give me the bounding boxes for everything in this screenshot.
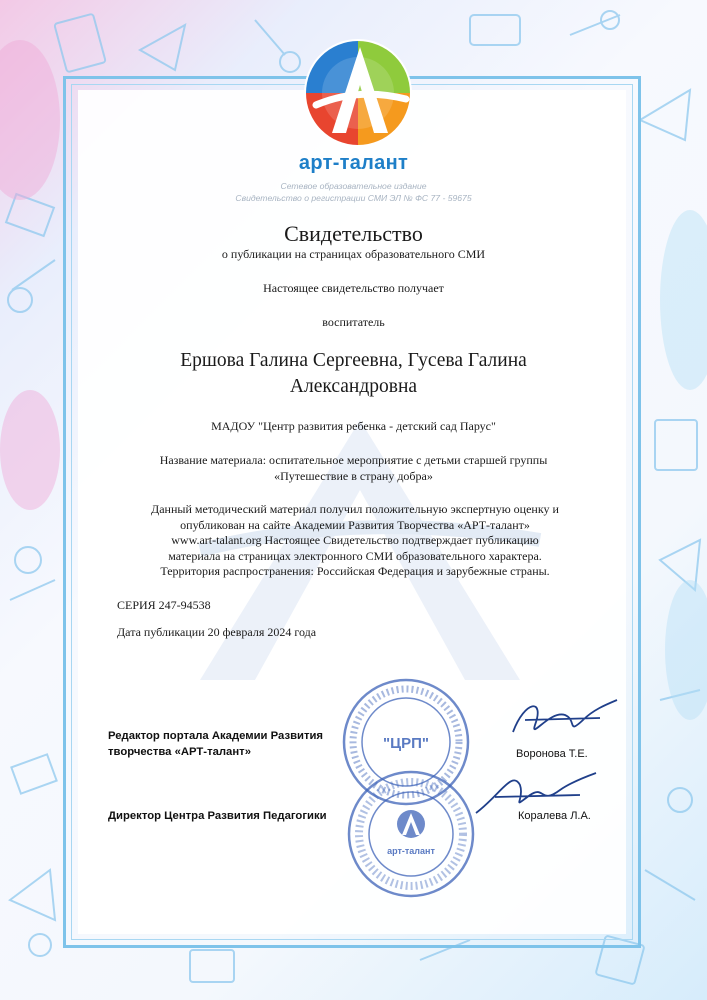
material-title-line-1: Название материала: оспитательное мероприятие с детьми старшей группы: [159, 453, 548, 467]
recipient-name-line-2: Александровна: [289, 376, 418, 397]
editor-name: Воронова Т.Е.: [516, 748, 588, 760]
description-line: Данный методический материал получил положительную экспертную оценку и: [151, 502, 559, 516]
recipient-name-line-1: Ершова Галина Сергеевна, Гусева Галина: [180, 350, 527, 371]
art-talant-stamp-text: арт-талант: [387, 846, 435, 856]
description-line: материала на страницах электронного СМИ образовательного характера.: [168, 548, 542, 563]
editor-role-line: Редактор портала Академии Развития: [108, 730, 324, 742]
recipient-position: воспитатель: [322, 315, 385, 329]
description-line: Территория распространения: Российская Федерация и зарубежные страны.: [160, 564, 550, 578]
brand-subtitle: Сетевое образовательное издание: [280, 181, 427, 191]
certificate-title: Свидетельство: [284, 221, 423, 246]
receives-line: Настоящее свидетельство получает: [263, 281, 444, 295]
material-title-line-2: «Путешествие в страну добра»: [274, 469, 433, 483]
editor-role-line: творчества «АРТ-талант»: [108, 746, 251, 758]
director-role: Директор Центра Развития Педагогики: [108, 810, 327, 822]
series-number: СЕРИЯ 247-94538: [117, 598, 211, 612]
description-line: опубликован на сайте Академии Развития Творчества «АРТ-талант»: [180, 517, 530, 532]
description-line: www.art-talant.org Настоящее Свидетельство подтверждает публикацию: [171, 533, 539, 547]
art-talant-stamp: [345, 768, 477, 900]
brand-name: арт-талант: [298, 152, 409, 174]
art-talant-logo: [302, 37, 414, 149]
description-paragraph: [110, 502, 600, 580]
editor-signature: [505, 690, 625, 750]
organization: МАДОУ "Центр развития ребенка - детский сад Парус": [211, 419, 496, 433]
editor-role: [108, 728, 323, 760]
crp-stamp-text: "ЦРП": [383, 735, 429, 752]
director-name: Коралева Л.А.: [518, 810, 591, 822]
certificate-subtitle: о публикации на страницах образовательного СМИ: [221, 247, 486, 261]
publication-date: Дата публикации 20 февраля 2024 года: [117, 625, 317, 639]
brand-registration: Свидетельство о регистрации СМИ ЭЛ № ФС 77 - 59675: [235, 193, 472, 203]
